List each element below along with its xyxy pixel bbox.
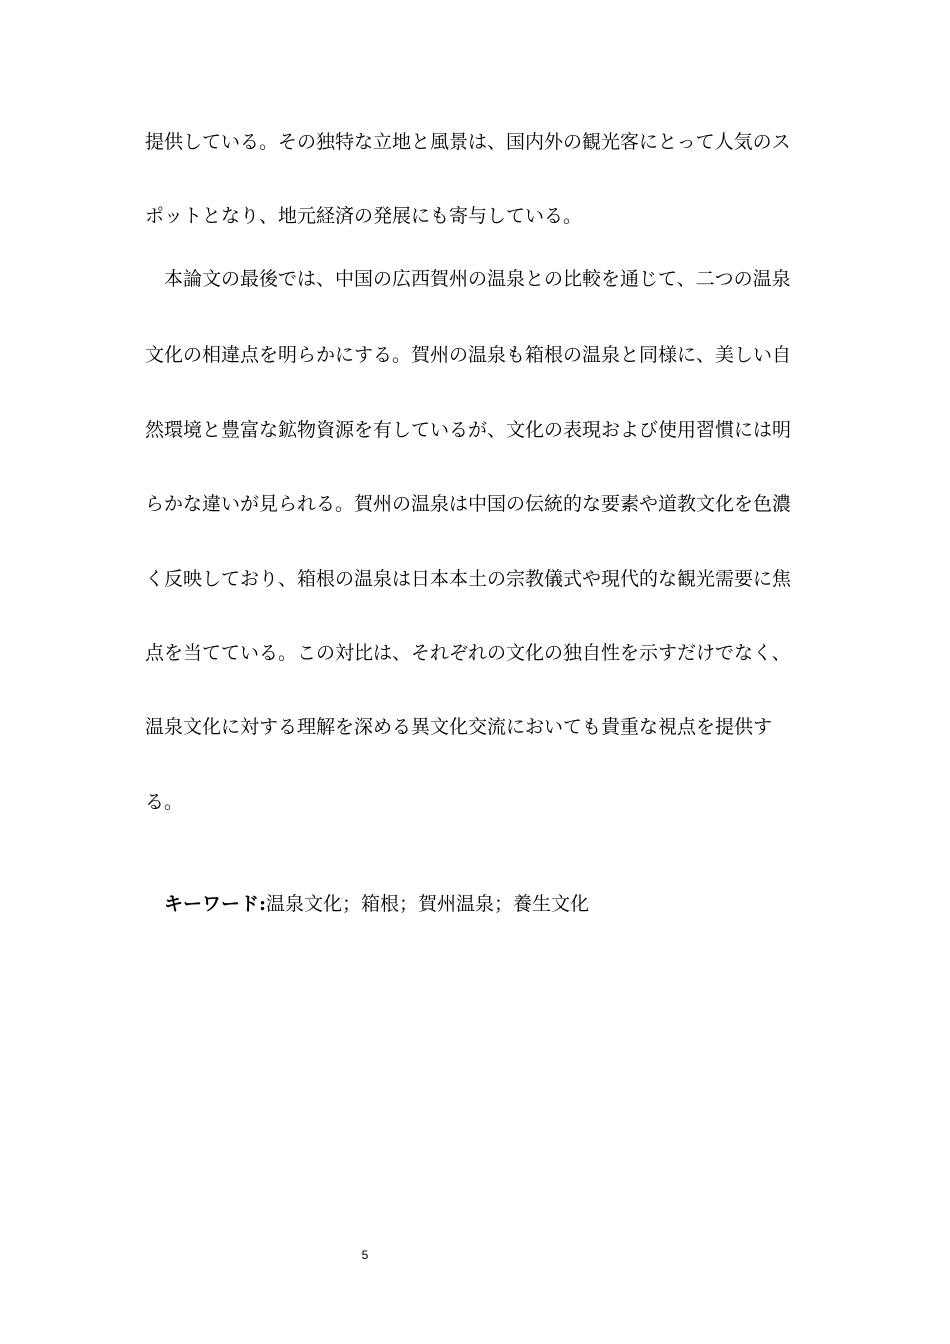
- paragraph-line: らかな違いが見られる。賀州の温泉は中国の伝統的な要素や道教文化を色濃: [145, 493, 792, 515]
- paragraph-line: る。: [145, 791, 184, 813]
- paragraph-line: ポットとなり、地元経済の発展にも寄与している。: [145, 205, 583, 227]
- paragraph-line: 然環境と豊富な鉱物資源を有しているが、文化の表現および使用習慣には明: [145, 419, 792, 441]
- paragraph-line: 点を当てている。この対比は、それぞれの文化の独自性を示すだけでなく、: [145, 642, 791, 664]
- keywords-line: [164, 892, 824, 916]
- keywords-label: キーワード:: [164, 893, 267, 915]
- paragraph-line: 文化の相違点を明らかにする。賀州の温泉も箱根の温泉と同様に、美しい自: [145, 344, 792, 366]
- paragraph-line: 温泉文化に対する理解を深める異文化交流においても貴重な視点を提供す: [145, 716, 773, 738]
- paragraph-line: 提供している。その独特な立地と風景は、国内外の観光客にとって人気のス: [145, 131, 791, 153]
- paragraph-line: く反映しており、箱根の温泉は日本本土の宗教儀式や現代的な観光需要に焦: [145, 568, 792, 590]
- keywords-value: 温泉文化；箱根；賀州温泉；養生文化: [266, 893, 590, 915]
- paragraph-line: 本論文の最後では、中国の広西賀州の温泉との比較を通じて、二つの温泉: [164, 268, 791, 290]
- page-number: 5: [361, 1248, 369, 1262]
